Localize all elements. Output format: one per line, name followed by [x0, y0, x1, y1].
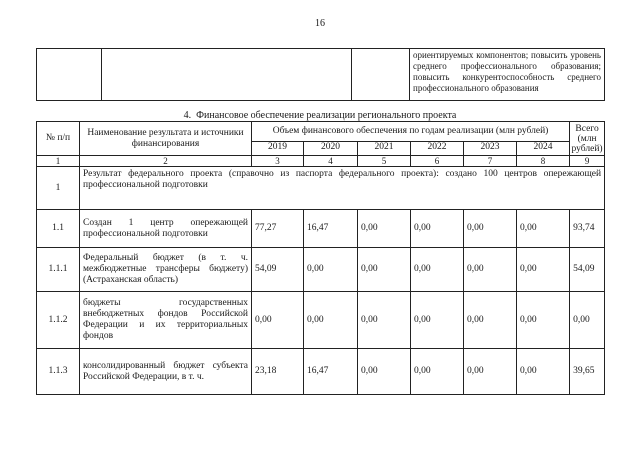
header-total: Всего (млн рублей): [571, 123, 603, 154]
continuation-table: [36, 48, 605, 101]
total-cell: 93,74: [570, 210, 605, 248]
total-cell: 0,00: [570, 292, 605, 349]
year-2022: 2022: [411, 142, 464, 156]
column-index-row: [37, 156, 605, 167]
index-cell: 2: [80, 156, 252, 167]
value-cell: 0,00: [411, 248, 464, 292]
value-cell: 0,00: [411, 349, 464, 395]
result-num: 1: [37, 167, 80, 210]
value-cell: 16,47: [304, 349, 358, 395]
total-cell: 39,65: [570, 349, 605, 395]
page-number: 16: [315, 18, 325, 29]
value-cell: 0,00: [517, 349, 570, 395]
year-2023: 2023: [464, 142, 517, 156]
value-cell: 23,18: [252, 349, 304, 395]
value-cell: 0,00: [464, 349, 517, 395]
year-2024: 2024: [517, 142, 570, 156]
value-cell: 54,09: [252, 248, 304, 292]
row-num: 1.1: [37, 210, 80, 248]
header-row: [37, 122, 605, 142]
row-num: 1.1.3: [37, 349, 80, 395]
index-cell: 5: [358, 156, 411, 167]
value-cell: 0,00: [411, 210, 464, 248]
value-cell: 0,00: [358, 210, 411, 248]
value-cell: 0,00: [464, 210, 517, 248]
index-cell: 1: [37, 156, 80, 167]
value-cell: 0,00: [252, 292, 304, 349]
row-name: Создан 1 центр опережающей профессиональной подготовки: [80, 210, 252, 248]
value-cell: 77,27: [252, 210, 304, 248]
financing-table: [36, 121, 605, 395]
value-cell: 0,00: [411, 292, 464, 349]
index-cell: 8: [517, 156, 570, 167]
header-num: № п/п: [37, 122, 80, 156]
value-cell: 0,00: [358, 349, 411, 395]
value-cell: 0,00: [464, 292, 517, 349]
index-cell: 9: [570, 156, 605, 167]
row-num: 1.1.1: [37, 248, 80, 292]
continuation-row: [37, 49, 605, 101]
header-name: Наименование результата и источники финансирования: [80, 122, 252, 156]
table-row: [37, 248, 605, 292]
table-row: [37, 349, 605, 395]
empty-cell: [102, 49, 352, 101]
result-text: Результат федерального проекта (справочно из паспорта федерального проекта): создано 100 центров опережающей профессиональной подготовки: [80, 167, 605, 210]
row-num: 1.1.2: [37, 292, 80, 349]
continuation-text: ориентируемых компонентов; повысить уровень среднего профессионального образования; повысить конкурентоспособность среднего профессионального образования: [410, 49, 605, 101]
value-cell: 0,00: [304, 248, 358, 292]
row-name: консолидированный бюджет субъекта Российской Федерации, в т. ч.: [80, 349, 252, 395]
empty-cell: [352, 49, 410, 101]
header-group: Объем финансового обеспечения по годам реализации (млн рублей): [252, 122, 570, 142]
value-cell: 0,00: [304, 292, 358, 349]
value-cell: 0,00: [517, 210, 570, 248]
index-cell: 3: [252, 156, 304, 167]
year-2020: 2020: [304, 142, 358, 156]
index-cell: 4: [304, 156, 358, 167]
value-cell: 0,00: [517, 292, 570, 349]
value-cell: 16,47: [304, 210, 358, 248]
row-name: бюджеты государственных внебюджетных фондов Российской Федерации и их территориальных фондов: [80, 292, 252, 349]
table-row: [37, 292, 605, 349]
row-name: Федеральный бюджет (в т. ч. межбюджетные трансферы бюджету) (Астраханская область): [80, 248, 252, 292]
year-2021: 2021: [358, 142, 411, 156]
value-cell: 0,00: [358, 248, 411, 292]
section-title: 4. Финансовое обеспечение реализации регионального проекта: [183, 110, 457, 121]
total-cell: 54,09: [570, 248, 605, 292]
year-2019: 2019: [252, 142, 304, 156]
empty-cell: [37, 49, 102, 101]
table-row: [37, 210, 605, 248]
result-row: [37, 167, 605, 210]
index-cell: 6: [411, 156, 464, 167]
value-cell: 0,00: [358, 292, 411, 349]
value-cell: 0,00: [464, 248, 517, 292]
index-cell: 7: [464, 156, 517, 167]
value-cell: 0,00: [517, 248, 570, 292]
